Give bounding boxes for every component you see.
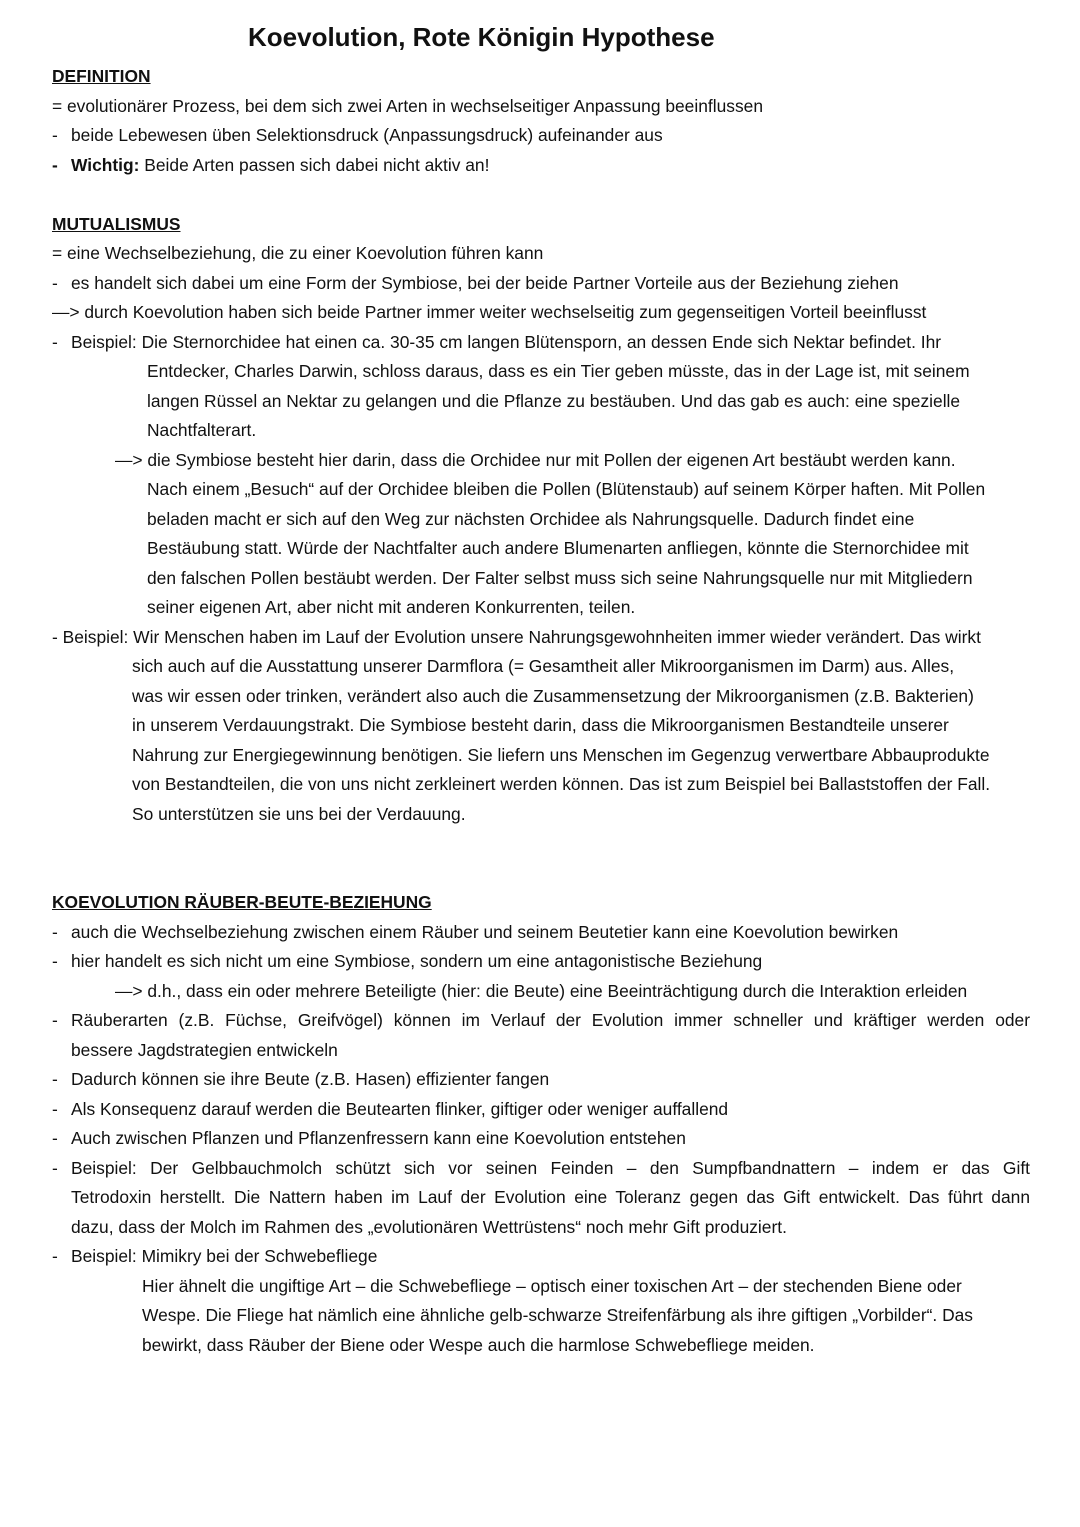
bullet-line [52,1124,1030,1154]
arrow-line: —> die Symbiose besteht hier darin, dass die Orchidee nur mit Pollen der eigenen Art bestäubt werden kann. [115,449,956,470]
section-heading-raeuber-beute: KOEVOLUTION RÄUBER-BEUTE-BEZIEHUNG [52,892,432,912]
bullet-dash: - [52,951,58,971]
bullet-dash: - [52,331,58,352]
text-line: beladen macht er sich auf den Weg zur nächsten Orchidee als Nahrungsquelle. Dadurch findet eine [147,508,915,529]
text: Dadurch können sie ihre Beute (z.B. Hasen) effizienter fangen [71,1069,550,1089]
arrow-line: —> durch Koevolution haben sich beide Partner immer weiter wechselseitig zum gegenseitigen Vorteil beeinflusst [52,302,927,322]
text: es handelt sich dabei um eine Form der Symbiose, bei der beide Partner Vorteile aus der Beziehung ziehen [71,272,899,293]
bullet-dash: - [52,1010,58,1030]
bullet-dash: - [52,154,58,175]
bullet-line [52,1242,1030,1272]
bullet-dash: - [52,1128,58,1148]
bullet-dash: - [52,1069,58,1089]
bullet-dash: - [52,921,58,942]
text-line: Tetrodoxin herstellt. Die Nattern haben im Lauf der Evolution eine Toleranz gegen das Gift entwickelt. Das führt dann [71,1187,1030,1207]
text: Beide Arten passen sich dabei nicht aktiv an! [139,154,490,175]
text: Räuberarten (z.B. Füchse, Greifvögel) können im Verlauf der Evolution immer schneller und kräftiger werden oder [71,1010,1030,1030]
text-line: den falschen Pollen bestäubt werden. Der Falter selbst muss sich seine Nahrungsquelle nur mit Mitgliedern [147,567,973,588]
text-line: - Beispiel: Wir Menschen haben im Lauf der Evolution unsere Nahrungsgewohnheiten immer wieder verändert. Das wirkt [52,626,981,647]
text-line: was wir essen oder trinken, verändert also auch die Zusammensetzung der Mikroorganismen (z.B. Bakterien) [132,685,974,706]
text: beide Lebewesen üben Selektionsdruck (Anpassungsdruck) aufeinander aus [71,125,663,145]
text: Als Konsequenz darauf werden die Beutearten flinker, giftiger oder weniger auffallend [71,1098,729,1119]
bullet-line [52,1065,1030,1095]
text-line: seiner eigenen Art, aber nicht mit anderen Konkurrenten, teilen. [147,597,636,617]
bullet-line [52,151,1030,181]
text-line: Wespe. Die Fliege hat nämlich eine ähnliche gelb-schwarze Streifenfärbung als ihre giftigen „Vorbilder“. Das [142,1305,973,1325]
text-line: Entdecker, Charles Darwin, schloss daraus, dass es ein Tier geben müsste, das in der Lage ist, mit seinem [147,361,970,381]
text-line: So unterstützen sie uns bei der Verdauung. [132,803,466,824]
bullet-line [52,121,1030,151]
bullet-line [52,918,1030,948]
section-heading-mutualismus: MUTUALISMUS [52,213,181,234]
text-line: in unserem Verdauungstrakt. Die Symbiose besteht darin, dass die Mikroorganismen Bestandteile unserer [132,715,949,735]
text: Beispiel: Der Gelbbauchmolch schützt sich vor seinen Feinden – den Sumpfbandnattern – indem er das Gift [71,1157,1030,1178]
bullet-dash: - [52,1246,58,1266]
text-line: von Bestandteilen, die von uns nicht zerkleinert werden können. Das ist zum Beispiel bei Ballaststoffen der Fall. [132,774,991,794]
bullet-line [52,269,1030,299]
arrow-line: —> d.h., dass ein oder mehrere Beteiligte (hier: die Beute) eine Beeinträchtigung durch die Interaktion erleiden [115,980,968,1001]
text-line: Bestäubung statt. Würde der Nachtfalter auch andere Blumenarten anfliegen, könnte die Sternorchidee mit [147,538,969,558]
text-line: Nach einem „Besuch“ auf der Orchidee bleiben die Pollen (Blütenstaub) auf seinem Körper haften. Mit Pollen [147,479,986,499]
text-line: = evolutionärer Prozess, bei dem sich zwei Arten in wechselseitiger Anpassung beeinflussen [52,95,763,116]
text-line: bewirkt, dass Räuber der Biene oder Wespe auch die harmlose Schwebefliege meiden. [142,1334,815,1355]
bullet-line [52,1006,1030,1036]
text-line: Nahrung zur Energiegewinnung benötigen. Sie liefern uns Menschen im Gegenzug verwertbare Abbauprodukte [132,744,990,765]
text-line [52,829,1030,859]
text: Beispiel: Die Sternorchidee hat einen ca. 30-35 cm langen Blütensporn, an dessen Ende sich Nektar befindet. Ihr [71,331,942,352]
text-line: dazu, dass der Molch im Rahmen des „evolutionären Wettrüstens“ noch mehr Gift produziert. [71,1216,787,1237]
bullet-dash: - [52,272,58,293]
text-line: langen Rüssel an Nektar zu gelangen und die Pflanze zu bestäuben. Und das gab es auch: eine spezielle [147,390,961,411]
text: auch die Wechselbeziehung zwischen einem Räuber und seinem Beutetier kann eine Koevolution bewirken [71,921,899,942]
bullet-dash: - [52,1157,58,1178]
text: Auch zwischen Pflanzen und Pflanzenfressern kann eine Koevolution entstehen [71,1128,686,1148]
bullet-line [52,328,1030,358]
text: Beispiel: Mimikry bei der Schwebefliege [71,1246,378,1266]
text-line: bessere Jagdstrategien entwickeln [71,1039,338,1060]
document-body [52,62,1030,1360]
bullet-line [52,947,1030,977]
text-line: Nachtfalterart. [147,420,257,440]
text-line: sich auch auf die Ausstattung unserer Darmflora (= Gesamtheit aller Mikroorganismen im Darm) aus. Alles, [132,656,955,676]
bullet-line [52,1154,1030,1184]
bold-label: Wichtig: [71,154,140,175]
bullet-dash: - [52,1098,58,1119]
section-heading-definition: DEFINITION [52,66,151,86]
bullet-line [52,1095,1030,1125]
bullet-dash: - [52,125,58,145]
page-title: Koevolution, Rote Königin Hypothese [248,22,715,52]
text-line: = eine Wechselbeziehung, die zu einer Koevolution führen kann [52,243,544,263]
text-line: Hier ähnelt die ungiftige Art – die Schwebefliege – optisch einer toxischen Art – der stechenden Biene oder [142,1275,962,1296]
text: hier handelt es sich nicht um eine Symbiose, sondern um eine antagonistische Beziehung [71,951,763,971]
